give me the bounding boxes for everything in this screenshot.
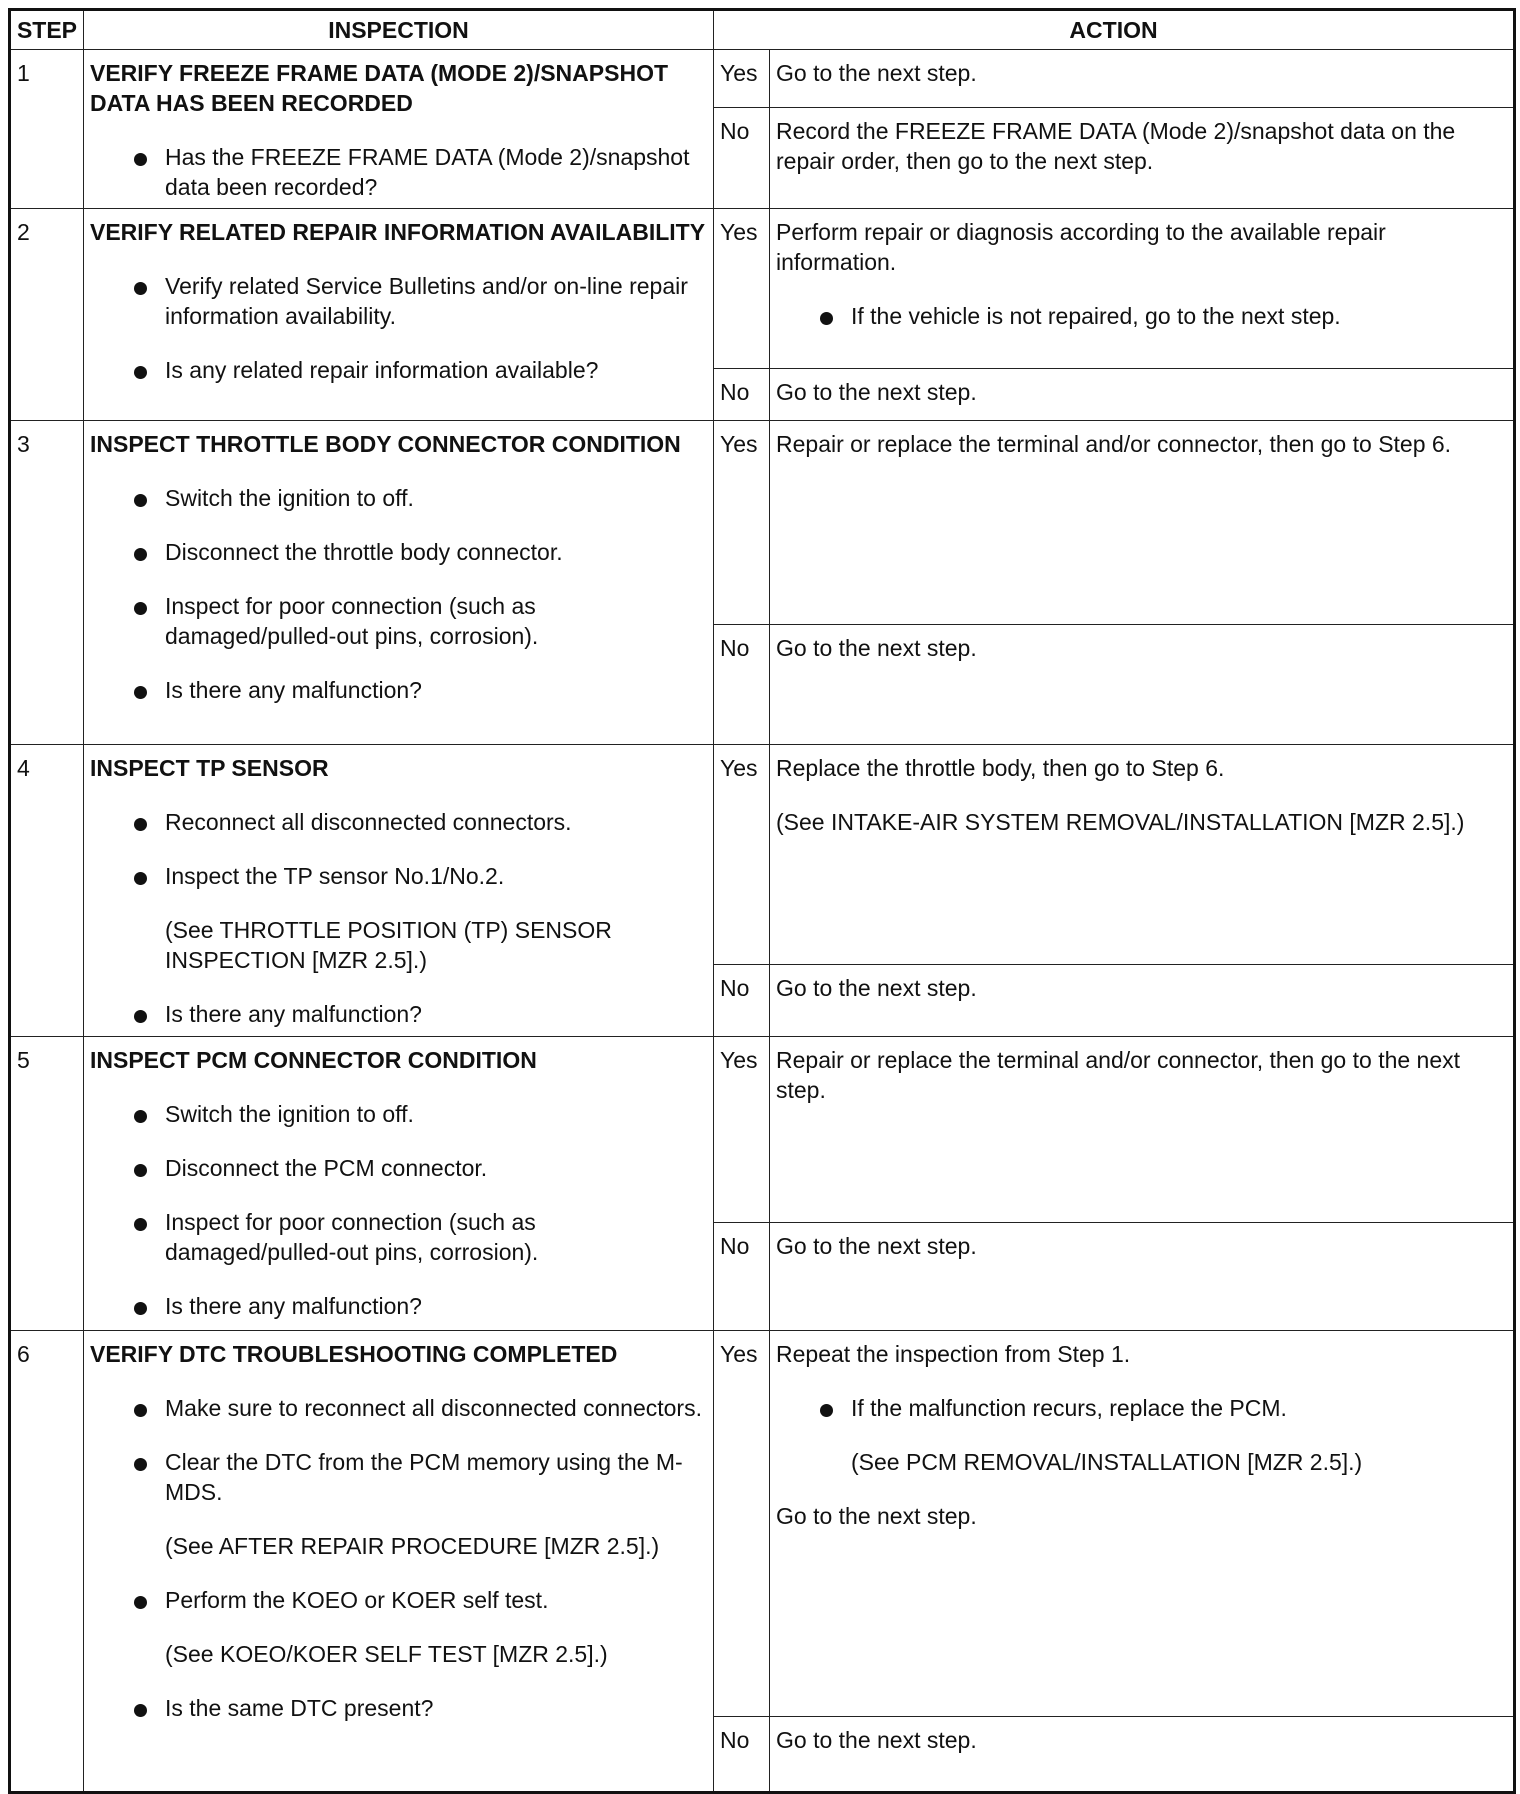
inspection-item: Is there any malfunction?	[90, 1291, 707, 1321]
yes-label: Yes	[714, 1037, 770, 1223]
inspection-item: Reconnect all disconnected connectors.	[90, 807, 707, 837]
yes-label: Yes	[714, 421, 770, 625]
inspection-reference: (See AFTER REPAIR PROCEDURE [MZR 2.5].)	[165, 1533, 660, 1559]
step-2-yes-row	[10, 209, 1515, 369]
yes-action-tail: Go to the next step.	[776, 1503, 977, 1529]
yes-action-cell	[770, 209, 1515, 369]
header-step: STEP	[10, 10, 84, 50]
step-number: 4	[10, 745, 84, 1037]
yes-action: Repair or replace the terminal and/or connector, then go to the next step.	[770, 1037, 1515, 1223]
step-number: 6	[10, 1331, 84, 1793]
no-action: Go to the next step.	[770, 1717, 1515, 1793]
inspection-item: Is there any malfunction?	[90, 999, 707, 1029]
yes-label: Yes	[714, 745, 770, 965]
inspection-item: Is any related repair information available?	[90, 355, 707, 385]
action-reference: (See PCM REMOVAL/INSTALLATION [MZR 2.5].)	[851, 1449, 1363, 1475]
inspection-cell	[84, 209, 714, 421]
inspection-item: Inspect for poor connection (such as damaged/pulled-out pins, corrosion).	[90, 1207, 707, 1267]
step-4-yes-row	[10, 745, 1515, 965]
yes-action-cell	[770, 1331, 1515, 1717]
step-3-yes-row	[10, 421, 1515, 625]
yes-action: Go to the next step.	[770, 50, 1515, 108]
step-title: INSPECT THROTTLE BODY CONNECTOR CONDITION	[90, 431, 681, 457]
yes-action: Repair or replace the terminal and/or connector, then go to Step 6.	[770, 421, 1515, 625]
inspection-item: Make sure to reconnect all disconnected connectors.	[90, 1393, 707, 1423]
yes-reference: (See INTAKE-AIR SYSTEM REMOVAL/INSTALLATION [MZR 2.5].)	[776, 809, 1465, 835]
inspection-item: Inspect the TP sensor No.1/No.2.	[90, 861, 707, 891]
no-action: Go to the next step.	[770, 1223, 1515, 1331]
inspection-item: Verify related Service Bulletins and/or on-line repair information availability.	[90, 271, 707, 331]
step-title: INSPECT TP SENSOR	[90, 755, 329, 781]
no-label: No	[714, 1223, 770, 1331]
step-number: 3	[10, 421, 84, 745]
step-5-yes-row	[10, 1037, 1515, 1223]
inspection-item: Perform the KOEO or KOER self test.	[90, 1585, 707, 1615]
yes-action-cell	[770, 745, 1515, 965]
step-title: VERIFY DTC TROUBLESHOOTING COMPLETED	[90, 1341, 618, 1367]
header-row	[10, 10, 1515, 50]
no-action: Go to the next step.	[770, 965, 1515, 1037]
step-title: VERIFY RELATED REPAIR INFORMATION AVAILABILITY	[90, 219, 706, 245]
yes-action: Replace the throttle body, then go to Step 6.	[776, 755, 1225, 781]
yes-label: Yes	[714, 50, 770, 108]
inspection-item: Is there any malfunction?	[90, 675, 707, 705]
inspection-item: Clear the DTC from the PCM memory using the M-MDS.	[90, 1447, 707, 1507]
step-number: 1	[10, 50, 84, 209]
no-label: No	[714, 108, 770, 209]
inspection-item: Disconnect the throttle body connector.	[90, 537, 707, 567]
yes-action: Repeat the inspection from Step 1.	[776, 1341, 1131, 1367]
inspection-cell	[84, 1037, 714, 1331]
inspection-cell	[84, 1331, 714, 1793]
no-action: Go to the next step.	[770, 369, 1515, 421]
step-number: 5	[10, 1037, 84, 1331]
action-item: If the malfunction recurs, replace the PCM.	[776, 1393, 1507, 1423]
header-action: ACTION	[714, 10, 1515, 50]
yes-label: Yes	[714, 1331, 770, 1717]
no-label: No	[714, 625, 770, 745]
inspection-cell	[84, 421, 714, 745]
yes-label: Yes	[714, 209, 770, 369]
no-label: No	[714, 369, 770, 421]
inspection-item: Switch the ignition to off.	[90, 483, 707, 513]
step-1-yes-row	[10, 50, 1515, 108]
inspection-item: Is the same DTC present?	[90, 1693, 707, 1723]
diagnostic-procedure-table	[8, 8, 1516, 1794]
no-action: Record the FREEZE FRAME DATA (Mode 2)/snapshot data on the repair order, then go to the next step.	[770, 108, 1515, 209]
step-6-yes-row	[10, 1331, 1515, 1717]
no-label: No	[714, 965, 770, 1037]
step-title: INSPECT PCM CONNECTOR CONDITION	[90, 1047, 537, 1073]
inspection-item: Inspect for poor connection (such as damaged/pulled-out pins, corrosion).	[90, 591, 707, 651]
inspection-reference: (See THROTTLE POSITION (TP) SENSOR INSPECTION [MZR 2.5].)	[165, 917, 612, 973]
inspection-cell	[84, 50, 714, 209]
step-number: 2	[10, 209, 84, 421]
inspection-item: Has the FREEZE FRAME DATA (Mode 2)/snapshot data been recorded?	[90, 142, 707, 202]
inspection-item: Switch the ignition to off.	[90, 1099, 707, 1129]
no-label: No	[714, 1717, 770, 1793]
action-item: If the vehicle is not repaired, go to the next step.	[776, 301, 1507, 331]
inspection-cell	[84, 745, 714, 1037]
header-inspection: INSPECTION	[84, 10, 714, 50]
inspection-reference: (See KOEO/KOER SELF TEST [MZR 2.5].)	[165, 1641, 608, 1667]
yes-action: Perform repair or diagnosis according to the available repair information.	[776, 219, 1386, 275]
step-title: VERIFY FREEZE FRAME DATA (MODE 2)/SNAPSHOT DATA HAS BEEN RECORDED	[90, 60, 669, 116]
inspection-item: Disconnect the PCM connector.	[90, 1153, 707, 1183]
no-action: Go to the next step.	[770, 625, 1515, 745]
